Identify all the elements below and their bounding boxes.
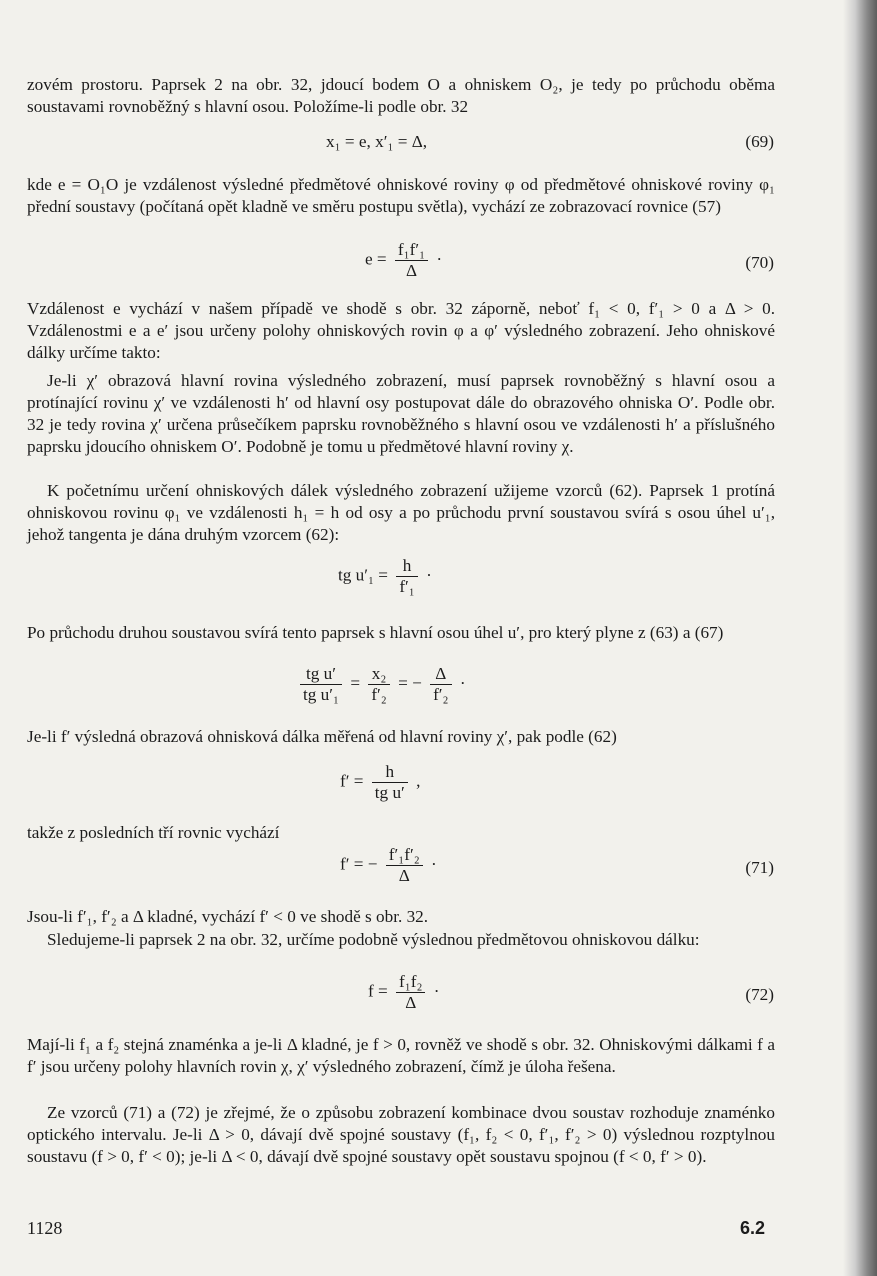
eq70-numerator: f₁f′₁	[395, 240, 428, 261]
eq72-denominator: Δ	[405, 993, 417, 1012]
paragraph-1: zovém prostoru. Paprsek 2 na obr. 32, jdoucí bodem O a ohniskem O₂, je tedy po průchodu oběma soustavami rovnoběžný s hlavní osou. Položíme-li podle obr. 32	[27, 75, 775, 116]
eq71-lhs: f′ = −	[340, 854, 378, 874]
eq-tg-fraction	[396, 556, 417, 597]
equation-f-prime	[340, 762, 420, 803]
eq-ratio-numerator-2: x₂	[368, 664, 389, 685]
paragraph-9: Jsou-li f′₁, f′₂ a Δ kladné, vychází f′ < 0 ve shodě s obr. 32.	[27, 907, 429, 926]
eq-tg-denominator: f′₁	[399, 577, 415, 596]
equation-number-70: (70)	[745, 253, 774, 272]
eq70-lhs: e =	[365, 249, 387, 269]
paragraph-12: Ze vzorců (71) a (72) je zřejmé, že o způsobu zobrazení kombinace dvou soustav rozhoduje znaménko optického intervalu. Je-li Δ > 0, dávají dvě spojné soustavy (f₁, f₂ < 0, f′₁, f′₂ > 0) výslednou rozptylnou soustavu (f > 0, f′ < 0); je-li Δ < 0, dávají dvě spojné soustavy opět soustavu spojnou (f < 0, f′ > 0).	[27, 1103, 775, 1166]
eq-tg-numerator: h	[396, 556, 417, 577]
equation-69: x₁ = e, x′₁ = Δ,	[326, 132, 428, 151]
eq-ratio-numerator-1: tg u′	[300, 664, 342, 685]
paragraph-10: Sledujeme-li paprsek 2 na obr. 32, určíme podobně výslednou předmětovou ohniskovou dálku:	[47, 930, 700, 949]
eq-ratio-denominator-2: f′₂	[371, 685, 387, 704]
equation-72	[368, 972, 439, 1013]
eq-f-lhs: f′ =	[340, 771, 364, 791]
eq-f-numerator: h	[372, 762, 408, 783]
equation-tg	[338, 556, 432, 597]
eq72-tail: ·	[433, 981, 440, 1001]
eq71-tail: ·	[431, 854, 437, 874]
eq-ratio-denominator-1: tg u′₁	[303, 685, 340, 704]
eq-f-tail: ,	[416, 771, 421, 791]
eq-ratio-denominator-3: f′₂	[433, 685, 449, 704]
equation-number-71: (71)	[745, 858, 774, 877]
eq72-fraction	[396, 972, 425, 1013]
equation-70	[365, 240, 442, 281]
page-number: 1128	[27, 1218, 63, 1238]
eq-ratio-fraction-3	[430, 664, 451, 705]
paragraph-11: Mají-li f₁ a f₂ stejná znaménka a je-li Δ kladné, je f > 0, rovněž ve shodě s obr. 32. Ohniskovými dálkami f a f′ jsou určeny polohy hlavních rovin χ, χ′ výsledného zobrazení, čímž je úloha řešena.	[27, 1035, 775, 1076]
paragraph-2: kde e = O₁O je vzdálenost výsledné předmětové ohniskové roviny φ od předmětové ohniskové roviny φ₁ přední soustavy (počítaná opět kladně ve směru postupu světla), vychází ze zobrazovací rovnice (57)	[27, 175, 775, 216]
eq70-tail: ·	[436, 249, 443, 269]
equation-number-69: (69)	[745, 132, 774, 151]
paragraph-3: Vzdálenost e vychází v našem případě ve shodě s obr. 32 záporně, neboť f₁ < 0, f′₁ > 0 a Δ > 0. Vzdálenostmi e a e′ jsou určeny polohy ohniskových rovin φ a φ′ výsledného zobrazení. Jeho ohniskové dálky určíme takto:	[27, 299, 775, 362]
eq70-fraction	[395, 240, 428, 281]
equation-number-72: (72)	[745, 985, 774, 1004]
equation-71	[340, 845, 437, 886]
paragraph-6: Po průchodu druhou soustavou svírá tento paprsek s hlavní osou úhel u′, pro který plyne z (63) a (67)	[27, 623, 724, 642]
eq-ratio-numerator-3: Δ	[430, 664, 451, 685]
eq72-lhs: f =	[368, 981, 388, 1001]
section-number: 6.2	[740, 1218, 766, 1238]
eq-f-fraction	[372, 762, 408, 803]
eq-ratio-fraction-2	[368, 664, 389, 705]
paragraph-5: K početnímu určení ohniskových dálek výsledného zobrazení užijeme vzorců (62). Paprsek 1 protíná ohniskovou rovinu φ₁ ve vzdálenosti h₁ = h od osy a po průchodu první soustavou svírá s osou úhel u′₁, jehož tangenta je dána druhým vzorcem (62):	[27, 481, 775, 544]
eq70-denominator: Δ	[405, 261, 418, 280]
equation-ratio	[296, 664, 466, 705]
eq71-fraction	[386, 845, 423, 886]
eq-ratio-equals-1: =	[350, 673, 361, 693]
eq71-denominator: Δ	[398, 866, 410, 885]
paragraph-4: Je-li χ′ obrazová hlavní rovina výsledného zobrazení, musí paprsek rovnoběžný s hlavní osou a protínající rovinu χ′ ve vzdálenosti h′ od hlavní osy postupovat dále do obrazového ohniska O′. Podle obr. 32 je tedy rovina χ′ určena průsečíkem paprsku rovnoběžného s hlavní osou ve vzdálenosti h′ a příslušného paprsku jdoucího ohniskem O′. Podobně je tomu u předmětové hlavní roviny χ.	[27, 371, 775, 456]
eq-ratio-fraction-1	[300, 664, 342, 705]
eq-tg-tail: ·	[426, 565, 432, 585]
eq-ratio-equals-2: = −	[398, 673, 422, 693]
eq72-numerator: f₁f₂	[396, 972, 425, 993]
eq-ratio-tail: ·	[459, 673, 466, 693]
eq71-numerator: f′₁f′₂	[386, 845, 423, 866]
eq-tg-lhs: tg u′₁ =	[338, 565, 389, 585]
eq-f-denominator: tg u′	[374, 783, 405, 802]
paragraph-7: Je-li f′ výsledná obrazová ohnisková dálka měřená od hlavní roviny χ′, pak podle (62)	[27, 727, 617, 746]
paragraph-8: takže z posledních tří rovnic vychází	[27, 823, 280, 842]
